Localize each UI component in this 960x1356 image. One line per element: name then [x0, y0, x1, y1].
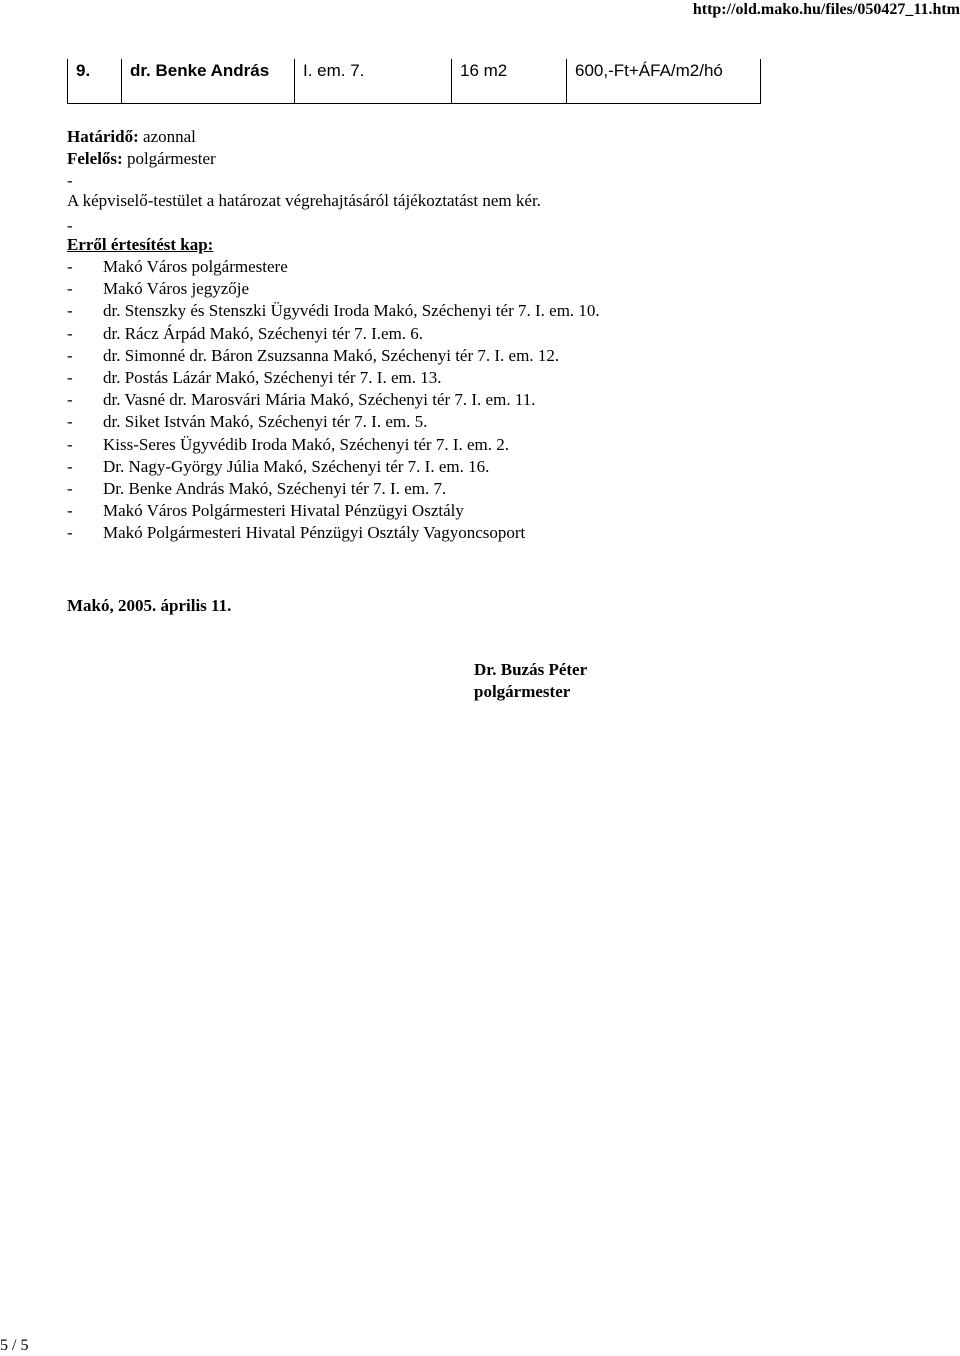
tenant-name: dr. Benke András [122, 59, 295, 104]
list-item: - Makó Város polgármestere [67, 257, 288, 276]
list-item: - Makó Város jegyzője [67, 279, 250, 299]
responsible-value: polgármester [122, 149, 216, 168]
office-area: 16 m2 [452, 59, 567, 104]
dash-marker: - [67, 216, 73, 235]
list-item: - dr. Stenszky és Stenszki Ügyvédi Iroda Makó, Széchenyi tér 7. I. em. 10. [67, 301, 600, 321]
recipients-heading: Erről értesítést kap: [67, 235, 214, 254]
deadline-label: Határidő: [67, 127, 139, 146]
list-item: - dr. Vasné dr. Marosvári Mária Makó, Széchenyi tér 7. I. em. 11. [67, 390, 536, 410]
list-item: - dr. Rácz Árpád Makó, Széchenyi tér 7. I.em. 6. [67, 323, 424, 343]
list-item: - Kiss-Seres Ügyvédib Iroda Makó, Széchenyi tér 7. I. em. 2. [67, 434, 510, 454]
lease-table [67, 59, 761, 104]
list-item: - Makó Város Polgármesteri Hivatal Pénzügyi Osztály [67, 501, 464, 521]
rent-price: 600,-Ft+ÁFA/m2/hó [567, 59, 761, 104]
row-number: 9. [68, 59, 122, 104]
signer-title: polgármester [474, 682, 571, 701]
responsible-line [67, 148, 216, 170]
table-row [68, 59, 761, 104]
office-address: I. em. 7. [295, 59, 452, 104]
list-item: - dr. Simonné dr. Báron Zsuzsanna Makó, Széchenyi tér 7. I. em. 12. [67, 345, 560, 365]
date-line: Makó, 2005. április 11. [67, 596, 232, 615]
report-note: A képviselő-testület a határozat végrehajtásáról tájékoztatást nem kér. [67, 191, 541, 210]
recipients-list [67, 256, 600, 545]
deadline-value: azonnal [138, 127, 196, 146]
list-item: - Dr. Nagy-György Júlia Makó, Széchenyi tér 7. I. em. 16. [67, 456, 490, 476]
list-item: - Makó Polgármesteri Hivatal Pénzügyi Osztály Vagyoncsoport [67, 523, 526, 543]
responsible-label: Felelős: [67, 149, 123, 168]
list-item: - dr. Siket István Makó, Széchenyi tér 7. I. em. 5. [67, 412, 428, 432]
list-item: - Dr. Benke András Makó, Széchenyi tér 7. I. em. 7. [67, 479, 447, 499]
list-item: - dr. Postás Lázár Makó, Széchenyi tér 7. I. em. 13. [67, 368, 442, 388]
signer-name: Dr. Buzás Péter [474, 660, 588, 679]
source-url: http://old.mako.hu/files/050427_11.htm [692, 1, 960, 18]
deadline-line [67, 126, 196, 148]
page-number: 5 / 5 [0, 1337, 29, 1354]
dash-marker: - [67, 171, 73, 190]
